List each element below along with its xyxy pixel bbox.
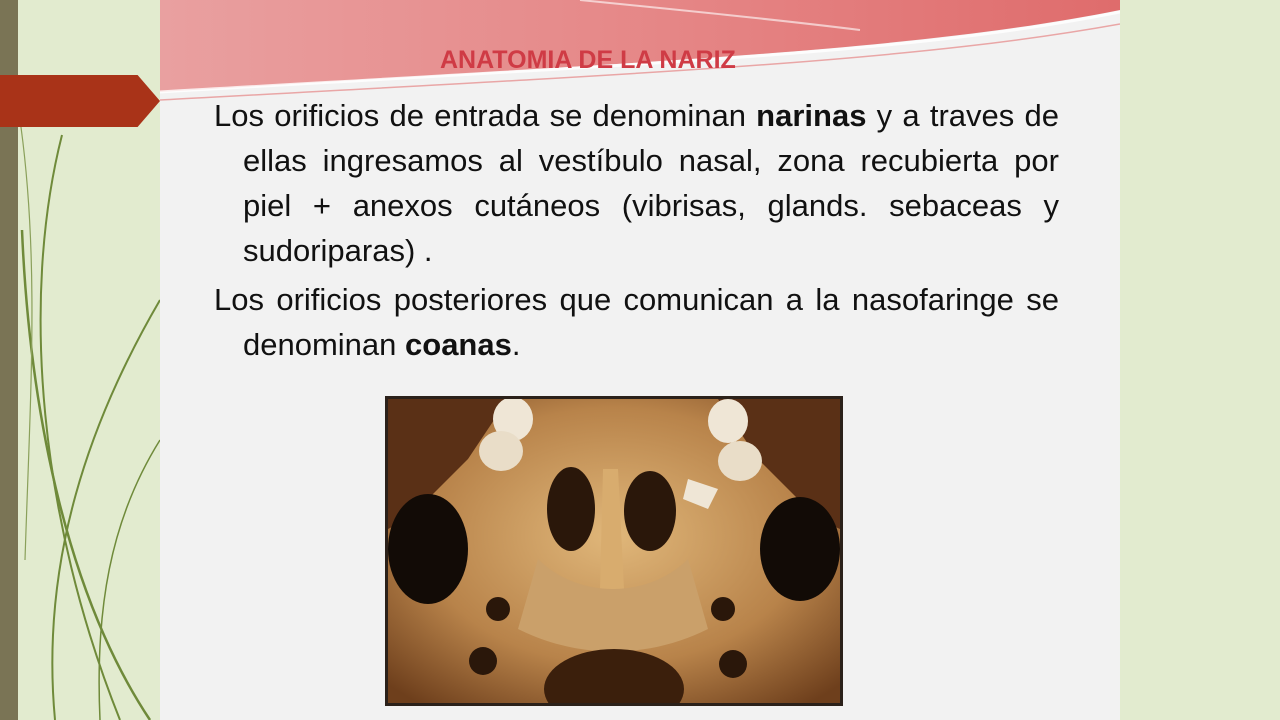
slide-panel [160,0,1120,720]
paragraph-text: Los orificios posteriores que comunican a la nasofaringe se denominan [214,282,1059,362]
paragraph-text: . [511,327,521,362]
skull-base-photo [385,396,843,706]
accent-arrow [0,75,160,127]
term-narinas: narinas [756,98,867,133]
paragraph-text: y a traves de ellas ingresamos al vestíbulo nasal, zona recubierta por piel + anexos cutáneos (vibrisas, glands. sebaceas y sudoriparas) . [243,98,1059,268]
paragraph-narinas [214,93,1059,273]
skull-base-illustration [388,399,840,703]
slide-title: ANATOMIA DE LA NARIZ [440,46,736,74]
term-coanas: coanas [405,327,512,362]
slide-body [214,93,1059,371]
paragraph-coanas [214,277,1059,367]
paragraph-text: Los orificios de entrada se denominan [214,98,757,133]
